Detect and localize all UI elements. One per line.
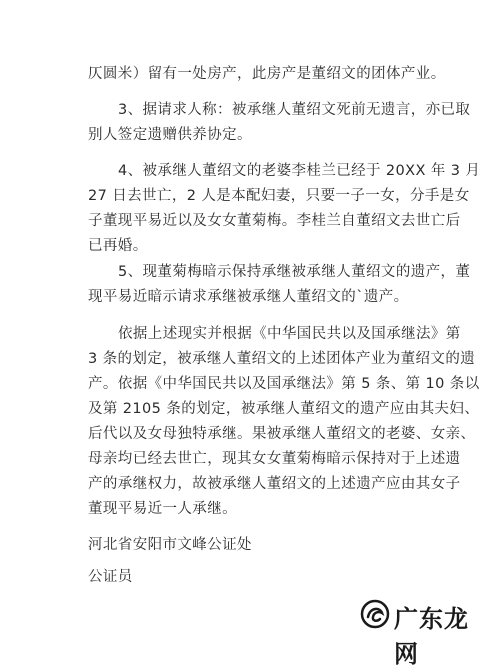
text-line: 4、被承继人董绍文的老婆李桂兰已经于 20XX 年 3 月 [118, 163, 481, 179]
dragon-logo-icon [360, 599, 390, 629]
text-line: 产。依据《中华国民共以及国承继法》第 5 条、第 10 条以 [88, 376, 480, 392]
text-line: 依据上述现实并根据《中华国民共以及国承继法》第 [118, 326, 461, 342]
text-line: 已再婚。 [88, 238, 148, 254]
text-line: 母亲均已经去世亡，现其女女董菊梅暗示保持对于上述遗 [88, 451, 461, 467]
text-line: 子董现平易近以及女女董菊梅。李桂兰自董绍文去世亡后 [88, 213, 461, 229]
text-line: 27 日去世亡，2 人是本配妇妻，只要一子一女，分手是女 [88, 188, 470, 204]
text-line: 后代以及女母独特承继。果被承继人董绍文的老婆、女亲、 [88, 426, 476, 442]
text-line: 5、现董菊梅暗示保持承继被承继人董绍文的遗产，董 [118, 264, 471, 280]
text-line: 仄圆米）留有一处房产，此房产是董绍文的团体产业。 [88, 66, 446, 82]
text-line: 3 条的划定，被承继人董绍文的上述团体产业为董绍文的遗 [88, 351, 476, 367]
notary-signature-label: 公证员 [88, 569, 133, 585]
watermark-text: 广东龙网 [394, 605, 469, 668]
watermark [360, 597, 490, 668]
notary-office: 河北省安阳市文峰公证处 [88, 537, 252, 553]
text-line: 3、据请求人称：被承继人董绍文死前无遗言，亦已取 [118, 102, 471, 118]
text-line: 董现平易近一人承继。 [88, 501, 237, 517]
text-line: 产的承继权力，故被承继人董绍文的上述遗产应由其女子 [88, 476, 461, 492]
text-line: 现平易近暗示请求承继被承继人董绍文的`遗产。 [88, 289, 409, 305]
text-line: 别人签定遗赠供养协定。 [88, 127, 252, 143]
text-line: 及第 2105 条的划定，被承继人董绍文的遗产应由其夫妇、 [88, 401, 480, 417]
